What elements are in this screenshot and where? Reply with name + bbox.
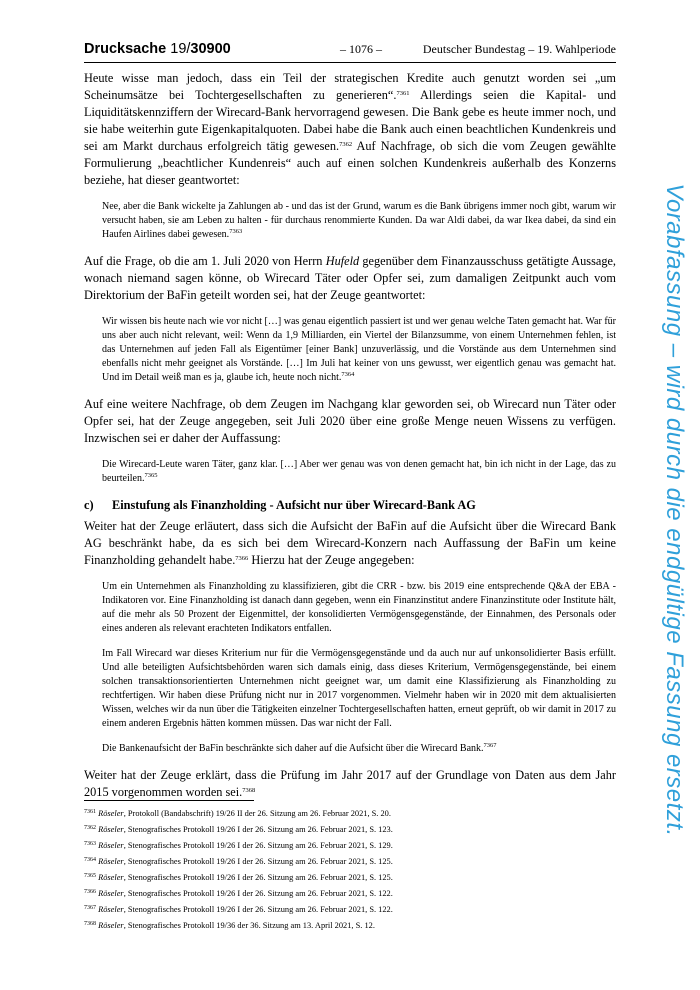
main-content [84, 70, 616, 801]
footnote-number: 7366 [84, 889, 96, 895]
section-letter: c) [84, 498, 94, 512]
footnote-item [84, 805, 616, 821]
footnote-ref[interactable]: 7366 [235, 555, 249, 562]
footnote-text: , Stenografisches Protokoll 19/26 I der 26. Sitzung am 26. Februar 2021, S. 125. [123, 857, 393, 866]
person-name: Hufeld [325, 254, 360, 268]
q4-p3-text: Die Bankenaufsicht der BaFin beschränkte sich daher auf die Aufsicht über die Wirecard Bank. [102, 743, 484, 754]
footnote-item [84, 821, 616, 837]
doc-label: Drucksache [84, 41, 171, 57]
footnote-item [84, 917, 616, 933]
footnote-number: 7367 [84, 905, 96, 911]
p5-text: Weiter hat der Zeuge erklärt, dass die Prüfung im Jahr 2017 auf der Grundlage von Daten aus dem Jahr 2015 vorgenommen worden sei. [84, 768, 616, 799]
section-heading [84, 497, 616, 514]
paragraph-2 [84, 253, 616, 304]
footnote-list [84, 805, 616, 933]
footnote-ref[interactable]: 7362 [339, 141, 353, 148]
footnote-number: 7363 [84, 841, 96, 847]
footnote-item [84, 837, 616, 853]
quote-2 [102, 315, 616, 385]
footnote-author: Röseler [98, 905, 124, 914]
footnote-item [84, 853, 616, 869]
paragraph-4 [84, 518, 616, 569]
footnote-ref[interactable]: 7365 [144, 472, 158, 479]
q2-text: Wir wissen bis heute nach wie vor nicht […] was genau eigentlich passiert ist und wer genau welche Taten gemacht hat. War für uns aber auch nicht relevant, weil: Wenn da 1,9 Milliarden, ein Viertel der Bilanzsumme, von einem Unternehmen fehlen, ist das Unternehmen auf jeden Fall als Eigentümer [einer Bank] unzuverlässig, und die Vorstände aus dem Unternehmen sind ebenfalls nicht mehr geeignet als Vorstände. […] Im Juli hat keiner von uns gewusst, wer eigentlich genau was gemacht hat. Und im Detail weiß man es ja, glaube ich, heute noch nicht. [102, 316, 616, 383]
footnote-number: 7362 [84, 825, 96, 831]
quote-4 [102, 580, 616, 756]
footnote-number: 7365 [84, 873, 96, 879]
footnote-number: 7364 [84, 857, 96, 863]
footnote-text: , Stenografisches Protokoll 19/26 I der 26. Sitzung am 26. Februar 2021, S. 122. [123, 889, 393, 898]
footnote-ref[interactable]: 7363 [229, 228, 243, 235]
footnote-item [84, 885, 616, 901]
footnote-author: Röseler [98, 857, 124, 866]
doc-volume: 19/ [170, 41, 191, 57]
footnote-text: , Stenografisches Protokoll 19/26 I der 26. Sitzung am 26. Februar 2021, S. 123. [123, 825, 393, 834]
footnote-item [84, 869, 616, 885]
sidebar-text: Vorabfassung – wird durch die endgültige Fassung ersetzt. [661, 183, 688, 837]
page-header [84, 40, 616, 63]
footnote-text: , Protokoll (Bandabschrift) 19/26 II der 26. Sitzung am 26. Februar 2021, S. 20. [123, 809, 391, 818]
footnote-text: , Stenografisches Protokoll 19/26 I der 26. Sitzung am 26. Februar 2021, S. 122. [123, 905, 393, 914]
page-number: – 1076 – [340, 42, 382, 56]
footnote-author: Röseler [98, 873, 124, 882]
footnote-author: Röseler [98, 889, 124, 898]
q4-paragraph-3 [102, 742, 616, 756]
footnote-author: Röseler [98, 921, 124, 930]
p2-text-a: Auf die Frage, ob die am 1. Juli 2020 von Herrn [84, 254, 326, 268]
preliminary-version-notice [654, 155, 694, 865]
footnote-author: Röseler [98, 809, 124, 818]
paragraph-1 [84, 70, 616, 189]
footnote-text: , Stenografisches Protokoll 19/26 I der 26. Sitzung am 26. Februar 2021, S. 125. [123, 873, 393, 882]
p1-text-a: Heute wisse man jedoch, dass ein Teil der strategischen Kredite auch genutzt worden sei „um Scheinumsätze bei Tochtergesellschaften zu generieren“. [84, 71, 616, 102]
q1-text: Nee, aber die Bank wickelte ja Zahlungen ab - und das ist der Grund, warum es die Bank übrigens immer noch gibt, warum wir versucht haben, sie am Leben zu halten - für durchaus renommierte Kunden. Da war Aldi dabei, da war Ikea dabei, da sind ein Haufen Airlines dabei gewesen. [102, 201, 616, 240]
paragraph-3: Auf eine weitere Nachfrage, ob dem Zeugen im Nachgang klar geworden sei, ob Wirecard nun Täter oder Opfer sei, hat der Zeuge angegeben, seit Juli 2020 über eine große Menge neuen Wissens zu verfügen. Inzwischen sei er daher der Auffassung: [84, 397, 616, 445]
q4-paragraph-2: Im Fall Wirecard war dieses Kriterium nur für die Vermögensgegenstände und da auch nur auf unkonsolidierter Basis erfüllt. Und alle beteiligten Aufsichtsbehörden waren sich damals einig, dass dieses Kriterium, Vermögensgegenstände, bei einem solchen transaktionsorientierten Unternehmen nicht geeignet war, um damit eine Klassifizierung als Finanzholding zu rechtfertigen. Wir haben diese Prüfung nicht nur in 2017 vorgenommen. Vielmehr haben wir in 2020 mit dem aktualisierten Wissen, welches wir da nun über die Tätigkeiten einzelner Tochtergesellschaften hatten, erneut geprüft, ob wir damit in 2017 zu einem anderen Ergebnis hätten kommen müssen. Das war nicht der Fall. [102, 648, 616, 729]
footnote-number: 7368 [84, 921, 96, 927]
footnote-ref[interactable]: 7361 [396, 90, 410, 97]
footnote-number: 7361 [84, 809, 96, 815]
footnote-text: , Stenografisches Protokoll 19/36 der 36. Sitzung am 13. April 2021, S. 12. [123, 921, 375, 930]
p1-text-c: Auf Nachfrage, ob sich die vom Zeugen gewählte Formulierung „beachtlicher Kundenreis“ auch auf einen solchen Kundenkreis außerhalb des Konzerns beziehe, hat dieser geantwortet: [84, 139, 616, 187]
footnote-ref[interactable]: 7364 [341, 371, 355, 378]
footnote-ref[interactable]: 7367 [483, 742, 497, 749]
header-publisher: Deutscher Bundestag – 19. Wahlperiode [422, 42, 616, 56]
footnotes [84, 800, 616, 933]
p2-text-b: gegenüber dem Finanzausschuss getätigte Aussage, wonach niemand sagen könne, ob Wirecard Täter oder Opfer sei, zum damaligen Zeitpunkt auch vom Direktorium der BaFin geteilt worden sei, hat der Zeuge geantwortet: [84, 254, 616, 302]
p1-text-b: Allerdings seien die Kapital- und Liquiditätskennziffern der Wirecard-Bank hervorragend gewesen. Die Bank gebe es heute immer noch, und sie habe weiterhin gute Eigenkapitalquoten. Dabei habe die Bank auch einen beachtlichen Kundenkreis und sei am Markt durchaus erfolgreich tätig gewesen. [84, 88, 616, 153]
section-title: Einstufung als Finanzholding - Aufsicht nur über Wirecard-Bank AG [112, 498, 476, 512]
p4-text: Weiter hat der Zeuge erläutert, dass sich die Aufsicht der BaFin auf die Aufsicht über die Wirecard Bank AG beschränkt habe, da es sich bei dem Wirecard-Konzern nach Auffassung der BaFin um keine Finanzholding gehandelt habe. [84, 519, 616, 567]
footnote-ref[interactable]: 7368 [242, 787, 256, 794]
footnote-author: Röseler [98, 841, 124, 850]
footnote-item [84, 901, 616, 917]
q3-text: Die Wirecard-Leute waren Täter, ganz klar. […] Aber wer genau was von denen gemacht hat, bin ich nicht in der Lage, das zu beurteilen. [102, 459, 616, 484]
quote-1 [102, 200, 616, 242]
document-number [84, 41, 231, 57]
footnote-text: , Stenografisches Protokoll 19/26 I der 26. Sitzung am 26. Februar 2021, S. 129. [123, 841, 393, 850]
quote-3 [102, 458, 616, 486]
p4-text-b: Hierzu hat der Zeuge angegeben: [248, 553, 415, 567]
doc-number: 30900 [190, 41, 231, 57]
footnote-divider [84, 800, 254, 801]
footnote-author: Röseler [98, 825, 124, 834]
q4-paragraph-1: Um ein Unternehmen als Finanzholding zu klassifizieren, gibt die CRR - bzw. bis 2019 eine entsprechende Q&A der EBA - Indikatoren vor. Eine Finanzholding ist danach dann gegeben, wenn ein Finanzinstitut andere Finanzinstitute oder Institute hält, auf die mehr als 50 Prozent der Eigenmittel, der konsolidierten Vermögensgegenstände, der Einnahmen, des Personals oder eines anderen als relevant erachteten Indikators entfallen. [102, 581, 616, 634]
paragraph-5 [84, 767, 616, 801]
